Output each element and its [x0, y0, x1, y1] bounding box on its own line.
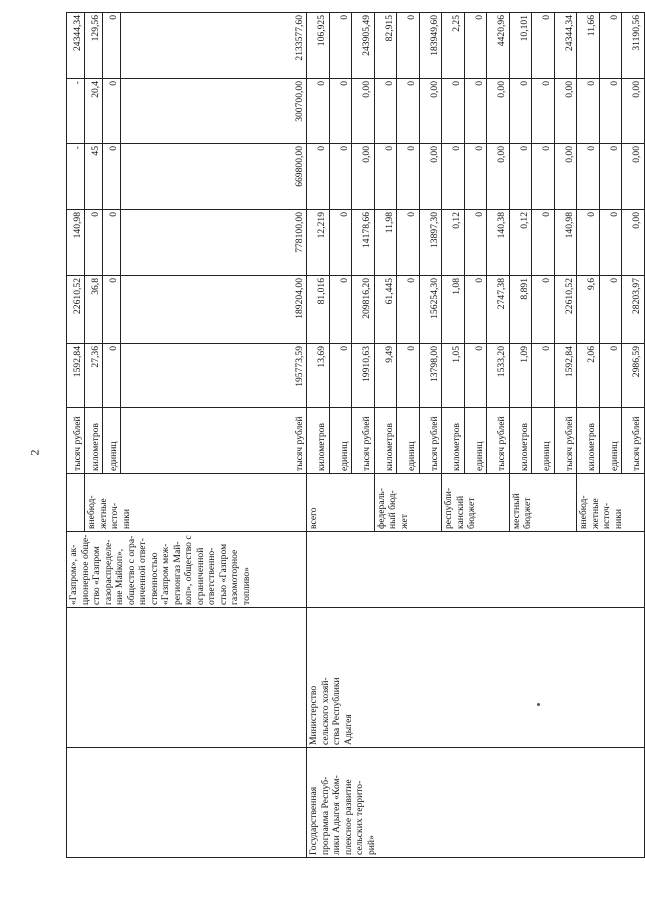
value-cell: 0	[532, 344, 555, 408]
value-cell: 0	[509, 79, 532, 144]
value-cell: 0,00	[352, 79, 375, 144]
value-cell: 0	[397, 13, 420, 79]
table-row	[307, 13, 330, 858]
value-cell: 0	[329, 13, 352, 79]
value-cell: 0	[532, 79, 555, 144]
organization-cell: «Газпром», ак- ционерное обще- ство «Газпром газораспределе- ние Майкоп», общество с огра- ниченной ответ- ственностью «Газпром меж- регионгаз Май- коп», общество с ограниченной ответственно- стью «Газпром газомоторное топливо»	[67, 532, 307, 608]
unit-cell: тысяч рублей	[487, 408, 510, 474]
value-cell: 2986,59	[622, 344, 645, 408]
unit-cell: километров	[85, 408, 103, 474]
value-cell: 0,00	[622, 144, 645, 210]
value-cell: 0,00	[487, 144, 510, 210]
value-cell: 2133577,60	[121, 13, 307, 79]
value-cell: 300700,00	[121, 79, 307, 144]
value-cell: 0	[599, 344, 622, 408]
value-cell: 189204,00	[121, 276, 307, 344]
value-cell: 0	[577, 210, 600, 276]
value-cell: 0	[464, 79, 487, 144]
value-cell: 0	[532, 210, 555, 276]
value-cell: 0,00	[622, 79, 645, 144]
value-cell: 1,05	[442, 344, 465, 408]
unit-cell: тысяч рублей	[622, 408, 645, 474]
empty-executor-cell	[67, 608, 307, 748]
value-cell: 0	[397, 276, 420, 344]
value-cell: 0	[329, 210, 352, 276]
unit-cell: километров	[577, 408, 600, 474]
value-cell: 11,66	[577, 13, 600, 79]
unit-cell: тысяч рублей	[352, 408, 375, 474]
value-cell: 20,4	[85, 79, 103, 144]
value-cell: 0	[599, 210, 622, 276]
value-cell: 9,6	[577, 276, 600, 344]
value-cell: 1,09	[509, 344, 532, 408]
value-cell: 140,98	[67, 210, 85, 276]
value-cell: 0	[329, 344, 352, 408]
value-cell: 1533,20	[487, 344, 510, 408]
value-cell: 8,891	[509, 276, 532, 344]
value-cell: 9,49	[374, 344, 397, 408]
value-cell: 156254,30	[419, 276, 442, 344]
executor-cell: Министерство сельского хозяй- ства Республики Адыгея	[307, 608, 645, 748]
value-cell: 778100,00	[121, 210, 307, 276]
value-cell: 0	[103, 276, 121, 344]
empty-org-cell	[307, 532, 645, 608]
value-cell: 0	[464, 210, 487, 276]
value-cell: 14178,66	[352, 210, 375, 276]
source-cell: республи- канский бюджет	[442, 474, 510, 532]
value-cell: 0	[307, 144, 330, 210]
value-cell: 0	[464, 144, 487, 210]
value-cell: 243905,49	[352, 13, 375, 79]
value-cell: 0,00	[419, 144, 442, 210]
value-cell: 0	[103, 13, 121, 79]
page-number: 2	[27, 449, 42, 456]
value-cell: 0	[329, 276, 352, 344]
value-cell: 82,915	[374, 13, 397, 79]
unit-cell: единиц	[532, 408, 555, 474]
value-cell: 0	[577, 79, 600, 144]
value-cell: 0,12	[442, 210, 465, 276]
value-cell: 669800,00	[121, 144, 307, 210]
value-cell: 106,925	[307, 13, 330, 79]
value-cell: 0	[442, 79, 465, 144]
value-cell: 0	[464, 13, 487, 79]
value-cell: 13,69	[307, 344, 330, 408]
value-cell: 0,00	[622, 210, 645, 276]
value-cell: 0	[464, 276, 487, 344]
source-cell: внебюд- жетные источ- ники	[577, 474, 645, 532]
source-cell: внебюд- жетные источ- ники	[85, 474, 307, 532]
unit-cell: тысяч рублей	[121, 408, 307, 474]
program-body	[307, 13, 645, 858]
unit-cell: километров	[442, 408, 465, 474]
value-cell: 0	[374, 144, 397, 210]
value-cell: 0	[577, 144, 600, 210]
value-cell: 12,219	[307, 210, 330, 276]
value-cell: 0	[442, 144, 465, 210]
unit-cell: километров	[307, 408, 330, 474]
value-cell: 0	[532, 13, 555, 79]
value-cell: 10,101	[509, 13, 532, 79]
value-cell: 0,12	[509, 210, 532, 276]
value-cell: 4420,96	[487, 13, 510, 79]
value-cell: 0	[397, 144, 420, 210]
value-cell: 22610,52	[67, 276, 85, 344]
unit-cell: тысяч рублей	[554, 408, 577, 474]
unit-cell: единиц	[397, 408, 420, 474]
value-cell: 0	[329, 144, 352, 210]
source-cell: федераль- ный бюд- жет	[374, 474, 442, 532]
value-cell: 0	[397, 210, 420, 276]
unit-cell: километров	[374, 408, 397, 474]
empty-program-cell	[67, 748, 307, 858]
value-cell: 45	[85, 144, 103, 210]
value-cell: 0,00	[554, 79, 577, 144]
value-cell: 0	[103, 144, 121, 210]
value-cell: 0	[103, 210, 121, 276]
value-cell: 0	[374, 79, 397, 144]
value-cell: 0	[397, 79, 420, 144]
value-cell: 61,445	[374, 276, 397, 344]
value-cell: 0	[85, 210, 103, 276]
source-cell	[67, 474, 85, 532]
unit-cell: тысяч рублей	[419, 408, 442, 474]
value-cell: 2,25	[442, 13, 465, 79]
value-cell: -	[67, 144, 85, 210]
value-cell: 0	[599, 276, 622, 344]
rotated-page	[66, 13, 642, 858]
scan-speck	[537, 703, 540, 706]
value-cell: 0,00	[554, 144, 577, 210]
value-cell: 0,00	[419, 79, 442, 144]
value-cell: 1,08	[442, 276, 465, 344]
value-cell: 129,56	[85, 13, 103, 79]
value-cell: 24344,34	[554, 13, 577, 79]
unit-cell: единиц	[464, 408, 487, 474]
value-cell: 0	[103, 79, 121, 144]
value-cell: 0	[599, 13, 622, 79]
value-cell: 36,8	[85, 276, 103, 344]
value-cell: 0	[599, 79, 622, 144]
value-cell: 183949,60	[419, 13, 442, 79]
value-cell: 1592,84	[67, 344, 85, 408]
value-cell: 2,06	[577, 344, 600, 408]
source-cell: местный бюджет	[509, 474, 577, 532]
value-cell: -	[67, 79, 85, 144]
value-cell: 81,016	[307, 276, 330, 344]
value-cell: 0,00	[352, 144, 375, 210]
value-cell: 13798,00	[419, 344, 442, 408]
value-cell: 0	[532, 276, 555, 344]
value-cell: 13897,30	[419, 210, 442, 276]
value-cell: 0	[464, 344, 487, 408]
value-cell: 11,98	[374, 210, 397, 276]
value-cell: 28203,97	[622, 276, 645, 344]
value-cell: 0	[509, 144, 532, 210]
budget-table	[66, 12, 645, 858]
unit-cell: километров	[509, 408, 532, 474]
value-cell: 140,38	[487, 210, 510, 276]
program-name-cell: Государственная программа Респуб- лики Адыгея «Ком- плексное развитие сельских террито- рий»	[307, 748, 645, 858]
table-row	[67, 13, 85, 858]
value-cell: 31190,56	[622, 13, 645, 79]
value-cell: 209816,20	[352, 276, 375, 344]
source-cell: всего	[307, 474, 375, 532]
value-cell: 0	[103, 344, 121, 408]
value-cell: 27,36	[85, 344, 103, 408]
value-cell: 24344,34	[67, 13, 85, 79]
value-cell: 0	[307, 79, 330, 144]
unit-cell: тысяч рублей	[67, 408, 85, 474]
value-cell: 19910,63	[352, 344, 375, 408]
unit-cell: единиц	[329, 408, 352, 474]
value-cell: 140,98	[554, 210, 577, 276]
value-cell: 0	[532, 144, 555, 210]
value-cell: 1592,84	[554, 344, 577, 408]
unit-cell: единиц	[103, 408, 121, 474]
value-cell: 0	[397, 344, 420, 408]
value-cell: 195773,59	[121, 344, 307, 408]
unit-cell: единиц	[599, 408, 622, 474]
value-cell: 2747,38	[487, 276, 510, 344]
value-cell: 0	[329, 79, 352, 144]
value-cell: 22610,52	[554, 276, 577, 344]
value-cell: 0,00	[487, 79, 510, 144]
value-cell: 0	[599, 144, 622, 210]
